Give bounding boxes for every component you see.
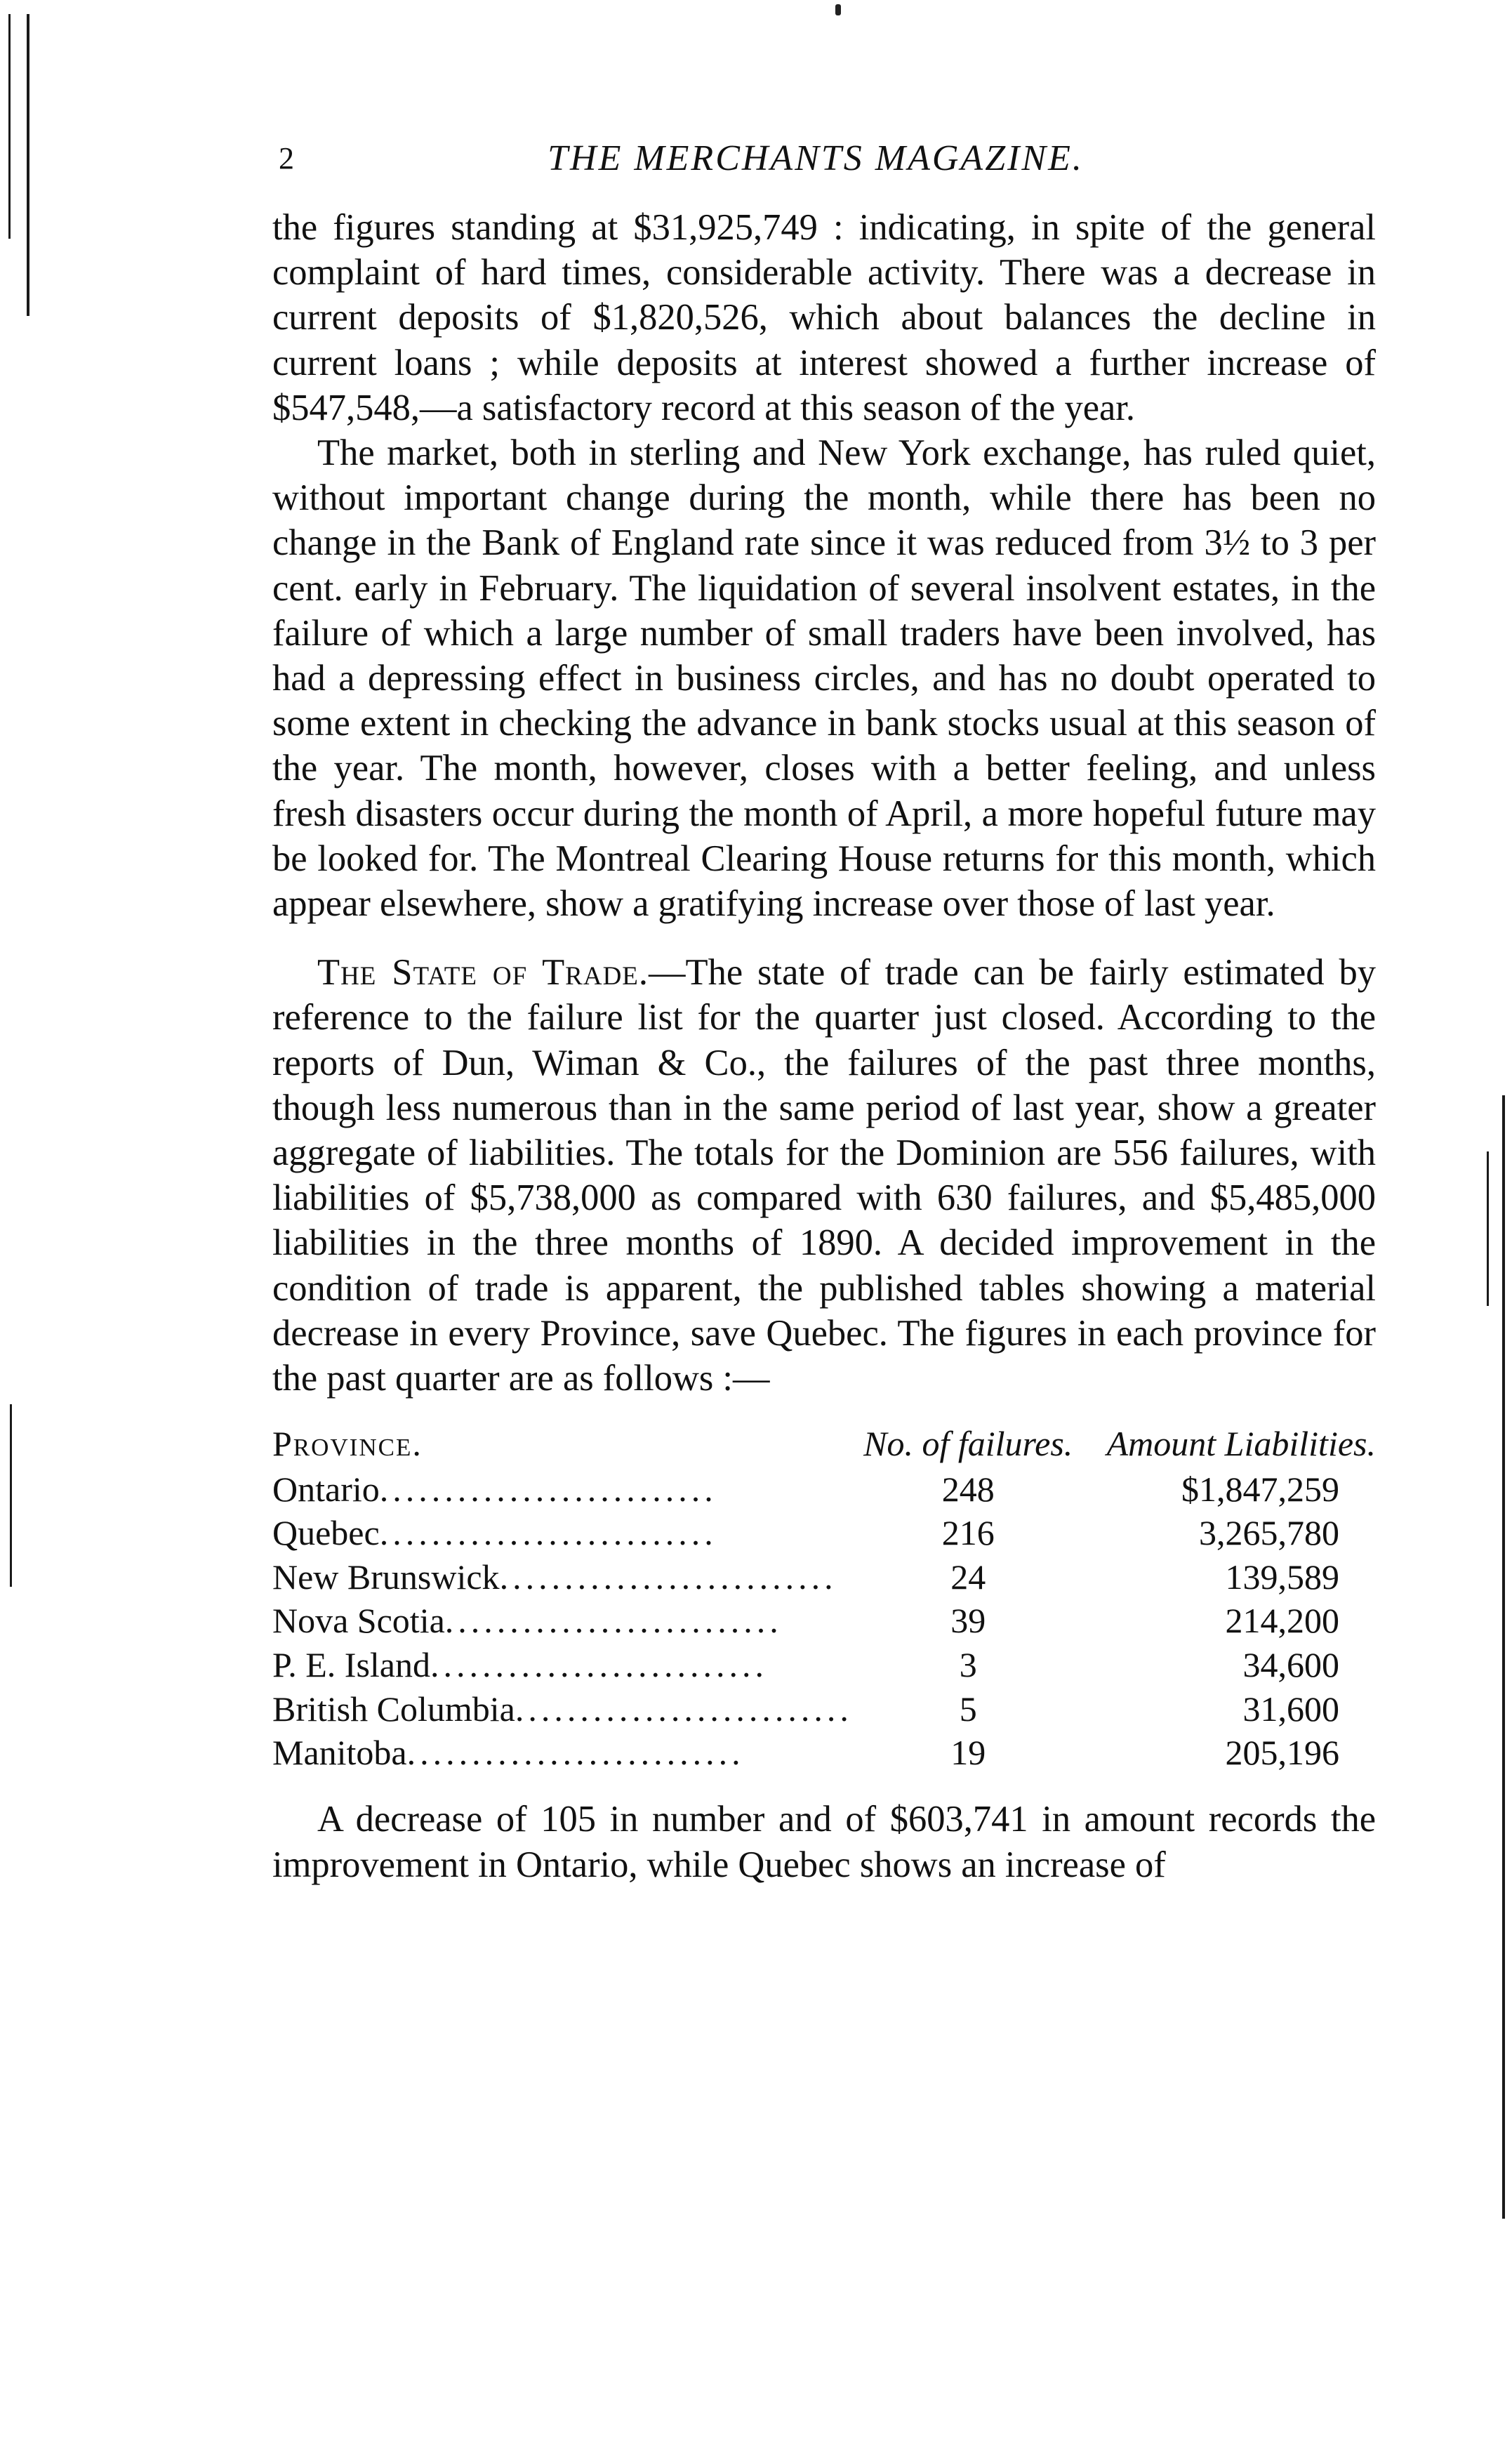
province-name: New Brunswick [272,1557,500,1597]
dot-leader: .......................... [515,1689,853,1729]
liabilities-amount: 214,200 [1225,1601,1339,1641]
dot-leader: .......................... [430,1644,768,1684]
dot-leader: .......................... [406,1733,745,1773]
table-header-row [272,1420,1376,1467]
failures-count: 39 [950,1601,986,1641]
province-name: British Columbia [272,1689,515,1729]
closing-paragraph: A decrease of 105 in number and of $603,741 in amount records the improvement in Ontario, while Quebec shows an increase of [272,1799,1376,1885]
page-body [272,205,1376,1887]
failures-table [272,1420,1376,1774]
province-name: Nova Scotia [272,1601,445,1641]
paragraph: The market, both in sterling and New York exchange, has ruled quiet, without important change during the month, while there has been no change in the Bank of England rate since it was reduced from 3½ to 3 per cent. early in February. The liquidation of several insolvent estates, in the failure of which a large number of small traders have been involved, has had a depressing effect in business circles, and has no doubt operated to some extent in checking the advance in bank stocks usual at this season of the year. The month, however, closes with a better feeling, and unless fresh disasters occur during the month of April, a more hopeful future may be looked for. The Montreal Clearing House returns for this month, which appear elsewhere, show a gratifying increase over those of last year. [272,433,1376,925]
liabilities-amount: 139,589 [1225,1557,1339,1597]
table-row [272,1643,1376,1687]
failures-count: 3 [959,1644,977,1684]
table-row [272,1599,1376,1643]
liabilities-amount: $1,847,259 [1181,1469,1339,1509]
table-row [272,1554,1376,1599]
liabilities-amount: 31,600 [1242,1689,1339,1729]
failures-count: 5 [959,1689,977,1729]
province-name: Ontario [272,1469,380,1509]
column-header-failures: No. of failures. [863,1424,1073,1464]
table-row [272,1467,1376,1511]
table-row [272,1731,1376,1775]
table-row [272,1686,1376,1731]
dot-leader: .......................... [379,1469,717,1509]
failures-count: 24 [950,1557,986,1597]
liabilities-amount: 34,600 [1242,1644,1339,1684]
section-text: —The state of trade can be fairly estimated by reference to the failure list for the quarter just closed. According to the reports of Dun, Wiman & Co., the failures of the past three months, though less numerous than in the same period of last year, show a greater aggregate of liabilities. The totals for the Dominion are 556 failures, with liabilities of $5,738,000 as compared with 630 failures, and $5,485,000 liabilities in the three months of 1890. A decided improvement in the condition of trade is apparent, the published tables showing a material decrease in every Province, save Quebec. The figures in each province for the past quarter are as follows :— [272,952,1377,1399]
liabilities-amount: 3,265,780 [1199,1513,1339,1553]
page-number: 2 [279,141,294,176]
province-name: P. E. Island [272,1644,430,1684]
left-edge-mark [27,14,29,316]
right-edge-mark [1487,1151,1489,1306]
scan-mark [835,4,841,15]
table-row [272,1511,1376,1555]
province-name: Quebec [272,1513,380,1553]
left-edge-mark [10,1404,12,1587]
page-header [263,138,1368,180]
state-of-trade-paragraph [272,950,1376,1401]
section-heading: The State of Trade. [317,952,649,993]
liabilities-amount: 205,196 [1225,1733,1339,1773]
paragraph: the figures standing at $31,925,749 : indicating, in spite of the general complaint of hard times, considerable activity. There was a decrease in current deposits of $1,820,526, which about balances the decline in current loans ; while deposits at interest showed a further increase of $547,548,—a satisfactory record at this season of the year. [272,207,1376,428]
province-name: Manitoba [272,1733,407,1773]
failures-count: 19 [950,1733,986,1773]
dot-leader: .......................... [379,1513,717,1553]
column-header-province: Province. [272,1424,423,1464]
column-header-amount: Amount Liabilities. [1106,1424,1376,1464]
dot-leader: .......................... [444,1601,783,1641]
running-title: THE MERCHANTS MAGAZINE. [548,138,1084,178]
failures-count: 248 [941,1469,995,1509]
failures-count: 216 [941,1513,995,1553]
left-edge-mark [8,14,11,239]
dot-leader: .......................... [499,1557,837,1597]
right-edge-mark [1502,1095,1505,2219]
